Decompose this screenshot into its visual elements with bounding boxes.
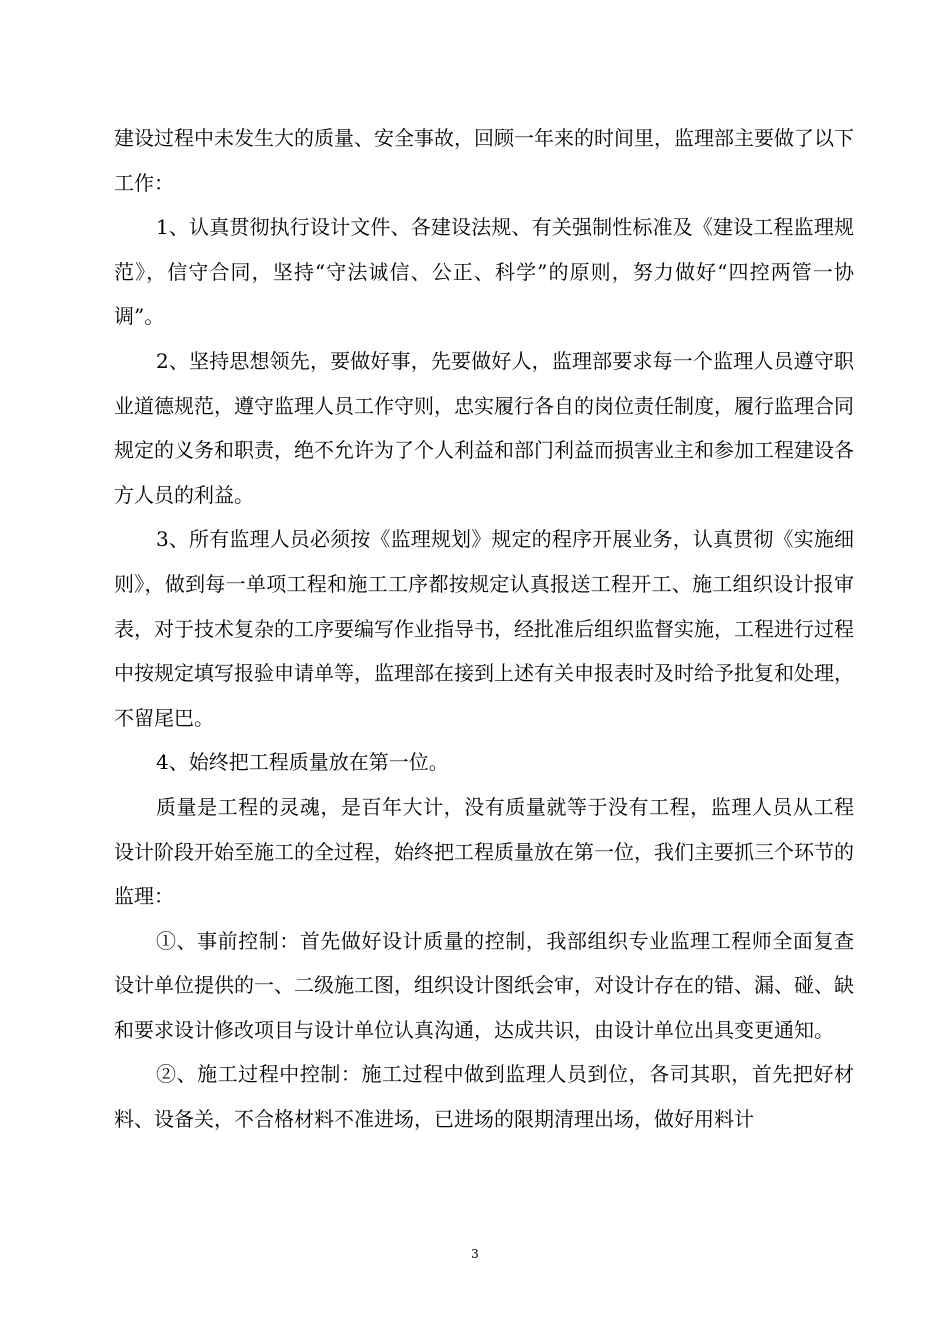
paragraph-item-3: 3、所有监理人员必须按《监理规划》规定的程序开展业务，认真贯彻《实施细则》，做到每一单项工程和施工工序都按规定认真报送工程开工、施工组织设计报审表，对于技术复杂的工序要编写作业指导书，经批准后组织监督实施，工程进行过程中按规定填写报验申请单等，监理部在接到上述有关申报表时及时给予批复和处理，不留尾巴。 [114,527,854,730]
paragraph-quality-intro: 质量是工程的灵魂，是百年大计，没有质量就等于没有工程，监理人员从工程设计阶段开始至施工的全过程，始终把工程质量放在第一位，我们主要抓三个环节的监理： [114,794,854,909]
page-number: 3 [471,1247,479,1261]
paragraph-item-1: 1、认真贯彻执行设计文件、各建设法规、有关强制性标准及《建设工程监理规范》，信守合同，坚持“守法诚信、公正、科学”的原则，努力做好“四控两管一协调”。 [114,215,854,329]
body-text [114,116,854,1142]
paragraph-item-4: 4、始终把工程质量放在第一位。 [156,750,449,775]
paragraph-process-control: ②、施工过程中控制：施工过程中做到监理人员到位，各司其职，首先把好材料、设备关，不合格材料不准进场，已进场的限期清理出场，做好用料计 [114,1062,854,1132]
paragraph-continuation: 建设过程中未发生大的质量、安全事故，回顾一年来的时间里，监理部主要做了以下工作： [114,126,854,195]
paragraph-item-2: 2、坚持思想领先，要做好事，先要做好人，监理部要求每一个监理人员遵守职业道德规范，遵守监理人员工作守则，忠实履行各自的岗位责任制度，履行监理合同规定的义务和职责，绝不允许为了个人利益和部门利益而损害业主和参加工程建设各方人员的利益。 [114,348,854,507]
paragraph-pre-control: ①、事前控制：首先做好设计质量的控制，我部组织专业监理工程师全面复查设计单位提供的一、二级施工图，组织设计图纸会审，对设计存在的错、漏、碰、缺和要求设计修改项目与设计单位认真沟通，达成共识，由设计单位出具变更通知。 [114,928,854,1042]
